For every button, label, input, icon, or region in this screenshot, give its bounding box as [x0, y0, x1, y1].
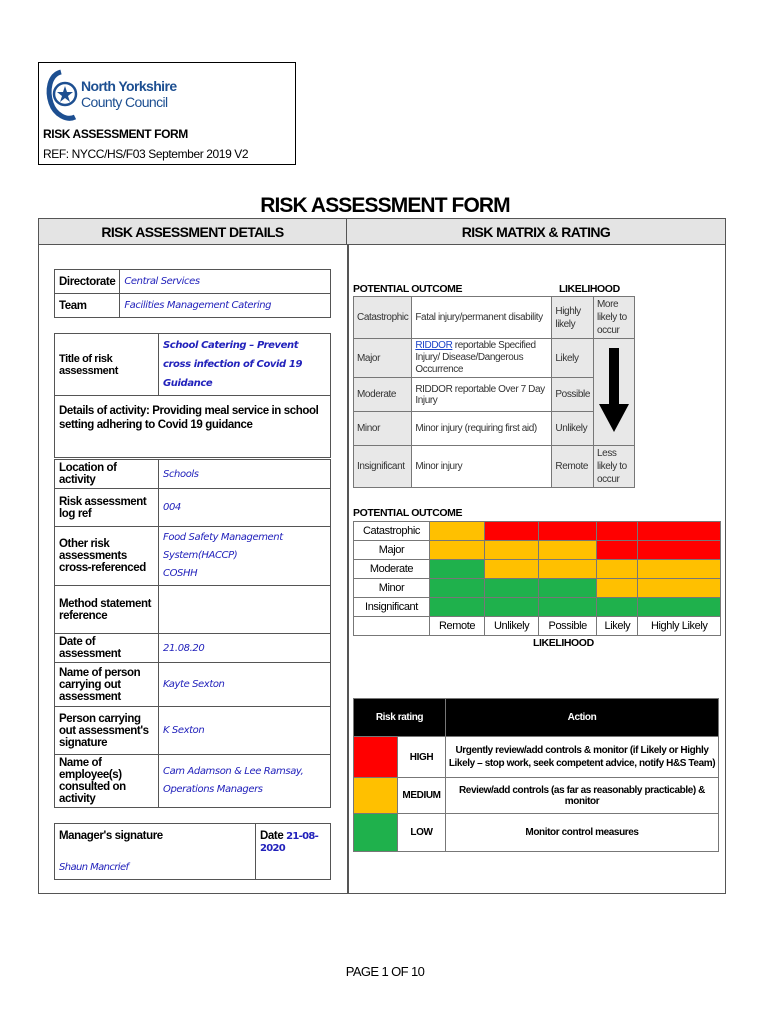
rating-action-medium: Review/add controls (as far as reasonably practicable) & monitor [446, 778, 719, 814]
heatmap-cell [430, 522, 485, 541]
logo-text-line2: County Council [81, 94, 168, 110]
other-ra-value-2: COSHH [163, 568, 198, 579]
team-label: Team [55, 294, 120, 318]
section-matrix-header: RISK MATRIX & RATING [347, 219, 725, 245]
rating-level-low: LOW [398, 814, 446, 852]
rating-level-medium: MEDIUM [398, 778, 446, 814]
heatmap-cell [597, 598, 638, 617]
assessor-signature-value: K Sexton [159, 707, 331, 755]
heatmap-cell [597, 579, 638, 598]
heatmap-cell [638, 560, 721, 579]
heatmap-col-label: Remote [430, 617, 485, 636]
employees-label: Name of employee(s) consulted on activity [55, 755, 159, 808]
likelihood-highly-likely: Highly likely [552, 297, 594, 339]
location-value: Schools [159, 460, 331, 489]
heatmap-cell [539, 541, 597, 560]
rating-color-high [354, 737, 398, 778]
rating-action-low: Monitor control measures [446, 814, 719, 852]
heatmap-cell [485, 579, 539, 598]
heatmap-row-label: Catastrophic [354, 522, 430, 541]
rating-color-low [354, 814, 398, 852]
assessor-label: Name of person carrying out assessment [55, 663, 159, 707]
org-table [54, 269, 331, 318]
column-divider [347, 245, 349, 893]
outcome-desc-catastrophic: Fatal injury/permanent disability [412, 297, 552, 339]
heatmap-cell [430, 560, 485, 579]
outcome-header: POTENTIAL OUTCOME [353, 283, 463, 295]
heatmap-cell [597, 522, 638, 541]
riddor-link[interactable]: RIDDOR [415, 340, 453, 351]
action-header: Action [446, 699, 719, 737]
directorate-label: Directorate [55, 270, 120, 294]
likelihood-header: LIKELIHOOD [559, 283, 620, 295]
assessor-value: Kayte Sexton [159, 663, 331, 707]
outcome-minor: Minor [354, 412, 412, 446]
title-value: School Catering – Prevent cross infection of Covid 19 Guidance [159, 334, 331, 396]
heatmap-cell [539, 560, 597, 579]
heatmap-cell [597, 541, 638, 560]
outcome-matrix [353, 296, 635, 488]
likelihood-possible: Possible [552, 378, 594, 412]
outcome-major: Major [354, 339, 412, 378]
outcome-desc-moderate: RIDDOR reportable Over 7 Day Injury [412, 378, 552, 412]
date-label: Date of assessment [55, 634, 159, 663]
activity-details: Details of activity: Providing meal service in school setting adhering to Covid 19 guidance [55, 396, 331, 458]
section-details-header: RISK ASSESSMENT DETAILS [39, 219, 347, 245]
heatmap-cell [430, 598, 485, 617]
form-name: RISK ASSESSMENT FORM [43, 127, 188, 141]
rating-action-high: Urgently review/add controls & monitor (if Likely or Highly Likely – stop work, seek competent advice, notify H&S Team) [446, 737, 719, 778]
outcome-catastrophic: Catastrophic [354, 297, 412, 339]
employees-value: Cam Adamson & Lee Ramsay, Operations Managers [159, 755, 331, 808]
manager-table [54, 823, 331, 880]
rating-level-high: HIGH [398, 737, 446, 778]
heatmap-col-label: Unlikely [485, 617, 539, 636]
log-ref-value: 004 [159, 489, 331, 527]
manager-signature-label: Manager's signature [59, 830, 163, 842]
outcome-moderate: Moderate [354, 378, 412, 412]
heatmap-cell [430, 541, 485, 560]
outcome-desc-major: reportable Specified Injury/ Disease/Dangerous Occurrence [415, 340, 536, 375]
down-arrow-icon [594, 346, 634, 436]
heatmap-row-label: Minor [354, 579, 430, 598]
form-ref: REF: NYCC/HS/F03 September 2019 V2 [43, 147, 249, 161]
page-title: RISK ASSESSMENT FORM [260, 194, 510, 217]
likelihood-unlikely: Unlikely [552, 412, 594, 446]
header-box [38, 62, 296, 165]
heatmap-cell [485, 560, 539, 579]
heatmap-cell [539, 598, 597, 617]
heatmap-col-label: Likely [597, 617, 638, 636]
outcome-insignificant: Insignificant [354, 446, 412, 488]
manager-signature-value: Shaun Mancrief [59, 862, 129, 873]
method-value [159, 586, 331, 634]
outcome-desc-minor: Minor injury (requiring first aid) [412, 412, 552, 446]
heatmap-corner [354, 617, 430, 636]
manager-date-value: 21-08-2020 [260, 831, 319, 854]
method-label: Method statement reference [55, 586, 159, 634]
risk-rating-header: Risk rating [354, 699, 446, 737]
heatmap-cell [430, 579, 485, 598]
logo-text-line1: North Yorkshire [81, 78, 177, 94]
other-ra-label: Other risk assessments cross-referenced [55, 527, 159, 586]
likelihood-arrow [594, 339, 635, 446]
likelihood-remote: Remote [552, 446, 594, 488]
heatmap-cell [539, 522, 597, 541]
page-number: PAGE 1 OF 10 [345, 964, 425, 979]
heatmap-likelihood-label: LIKELIHOOD [533, 637, 594, 649]
location-label: Location of activity [55, 460, 159, 489]
date-value: 21.08.20 [159, 634, 331, 663]
heatmap-cell [539, 579, 597, 598]
heatmap-cell [485, 598, 539, 617]
assessor-signature-label: Person carrying out assessment's signature [55, 707, 159, 755]
risk-rating-table [353, 698, 719, 852]
heatmap-cell [485, 541, 539, 560]
less-likely-label: Less likely to occur [594, 446, 635, 488]
heatmap-row-label: Moderate [354, 560, 430, 579]
heatmap-cell [638, 541, 721, 560]
heatmap-cell [638, 579, 721, 598]
heatmap-row-label: Insignificant [354, 598, 430, 617]
reference-table [54, 459, 331, 808]
council-logo [45, 69, 177, 123]
form-body [38, 218, 726, 894]
risk-heatmap [353, 521, 721, 636]
more-likely-label: More likely to occur [594, 297, 635, 339]
heatmap-cell [485, 522, 539, 541]
rating-color-medium [354, 778, 398, 814]
heatmap-cell [597, 560, 638, 579]
heatmap-col-label: Highly Likely [638, 617, 721, 636]
details-table [54, 333, 331, 458]
heatmap-cell [638, 522, 721, 541]
log-ref-label: Risk assessment log ref [55, 489, 159, 527]
likelihood-likely: Likely [552, 339, 594, 378]
heatmap-outcome-header: POTENTIAL OUTCOME [353, 507, 463, 519]
outcome-desc-insignificant: Minor injury [412, 446, 552, 488]
directorate-value: Central Services [120, 270, 331, 294]
title-label: Title of risk assessment [55, 334, 159, 396]
heatmap-col-label: Possible [539, 617, 597, 636]
heatmap-cell [638, 598, 721, 617]
other-ra-value-1: Food Safety Management System(HACCP) [163, 532, 283, 561]
team-value: Facilities Management Catering [120, 294, 331, 318]
manager-date-label: Date [260, 830, 284, 842]
heatmap-row-label: Major [354, 541, 430, 560]
